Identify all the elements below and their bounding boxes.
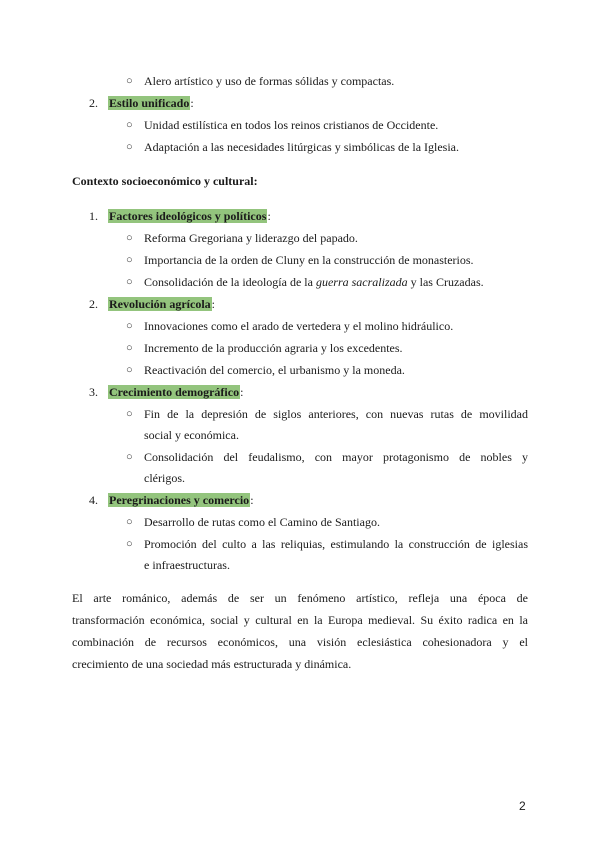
section-heading: Contexto socioeconómico y cultural: <box>72 174 258 188</box>
list-item-line: clérigos. <box>144 471 185 485</box>
list-number: 4. <box>89 493 98 507</box>
bullet-icon: ○ <box>126 364 133 376</box>
list-heading: Revolución agrícola: <box>109 297 215 311</box>
bullet-icon: ○ <box>126 141 133 153</box>
bullet-icon: ○ <box>126 276 133 288</box>
list-heading: Crecimiento demográfico: <box>109 385 244 399</box>
list-item: Unidad estilística en todos los reinos cristianos de Occidente. <box>144 118 439 132</box>
highlighted-title: Crecimiento demográfico <box>109 385 240 399</box>
list-item: Adaptación a las necesidades litúrgicas y simbólicas de la Iglesia. <box>144 140 460 154</box>
list-item-line: Consolidación del feudalismo, con mayor protagonismo de nobles y <box>144 450 528 464</box>
list-heading: Estilo unificado: <box>109 96 194 110</box>
list-item: Reactivación del comercio, el urbanismo y la moneda. <box>144 363 405 377</box>
list-number: 2. <box>89 96 98 110</box>
list-item: Reforma Gregoriana y liderazgo del papado. <box>144 231 358 245</box>
list-item-line: social y económica. <box>144 428 239 442</box>
list-item: Incremento de la producción agraria y los excedentes. <box>144 341 403 355</box>
list-item: Alero artístico y uso de formas sólidas y compactas. <box>144 74 395 88</box>
bullet-icon: ○ <box>126 119 133 131</box>
highlighted-title: Revolución agrícola <box>109 297 211 311</box>
paragraph-line: combinación de recursos económicos, una visión eclesiástica cohesionadora y el <box>72 635 528 649</box>
italic-term: guerra sacralizada <box>315 275 408 289</box>
highlighted-title: Estilo unificado <box>109 96 190 110</box>
list-item: Desarrollo de rutas como el Camino de Santiago. <box>144 515 380 529</box>
list-heading: Peregrinaciones y comercio: <box>109 493 254 507</box>
list-heading: Factores ideológicos y políticos: <box>109 209 271 223</box>
list-item-line: Promoción del culto a las reliquias, estimulando la construcción de iglesias <box>144 537 528 551</box>
highlighted-title: Peregrinaciones y comercio <box>109 493 250 507</box>
page-number: 2 <box>519 799 526 813</box>
list-number: 1. <box>89 209 98 223</box>
bullet-icon: ○ <box>126 408 133 420</box>
bullet-icon: ○ <box>126 232 133 244</box>
list-number: 2. <box>89 297 98 311</box>
list-number: 3. <box>89 385 98 399</box>
bullet-icon: ○ <box>126 451 133 463</box>
paragraph-line: El arte románico, además de ser un fenómeno artístico, refleja una época de <box>72 591 528 605</box>
bullet-icon: ○ <box>126 538 133 550</box>
list-item: Importancia de la orden de Cluny en la construcción de monasterios. <box>144 253 474 267</box>
bullet-icon: ○ <box>126 320 133 332</box>
bullet-icon: ○ <box>126 516 133 528</box>
highlighted-title: Factores ideológicos y políticos <box>109 209 267 223</box>
bullet-icon: ○ <box>126 75 133 87</box>
paragraph-line: crecimiento de una sociedad más estructurada y dinámica. <box>72 657 352 671</box>
bullet-icon: ○ <box>126 254 133 266</box>
list-item-line: e infraestructuras. <box>144 558 230 572</box>
paragraph-line: transformación económica, social y cultural en la Europa medieval. Su éxito radica en la <box>72 613 528 627</box>
list-item: Innovaciones como el arado de vertedera y el molino hidráulico. <box>144 319 454 333</box>
bullet-icon: ○ <box>126 342 133 354</box>
list-item: Consolidación de la ideología de la guerra sacralizada y las Cruzadas. <box>144 275 484 289</box>
list-item-line: Fin de la depresión de siglos anteriores, con nuevas rutas de movilidad <box>144 407 528 421</box>
